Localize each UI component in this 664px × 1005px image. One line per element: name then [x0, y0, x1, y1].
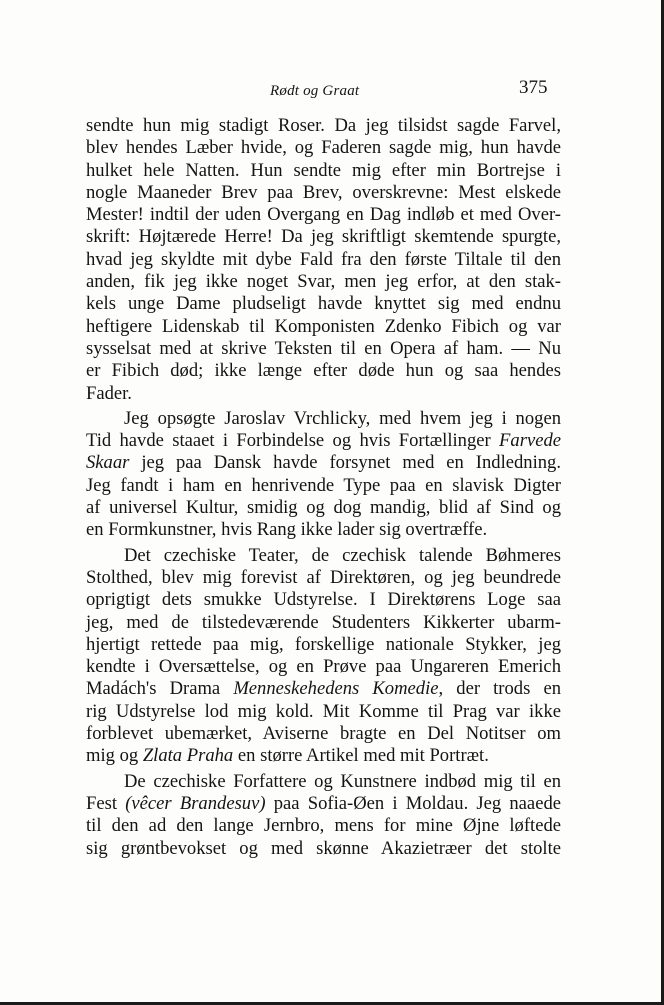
text-line: rig Udstyrelse lod mig kold. Mit Komme til Prag var ikke: [86, 700, 561, 722]
text-line: jeg, med de tilstedeværende Studenters Kikkerter ubarm-: [86, 611, 561, 633]
text-line: mig og Zlata Praha en større Artikel med mit Portræt.: [86, 745, 489, 767]
text-line: Jeg opsøgte Jaroslav Vrchlicky, med hvem jeg i nogen: [124, 407, 561, 429]
italic-title: (vêcer Brandesuv): [125, 792, 266, 814]
paragraph: [86, 115, 561, 405]
text-line: kendte i Oversættelse, og en Prøve paa Ungareren Emerich: [86, 656, 561, 678]
text-line: Skaar jeg paa Dansk havde forsynet med en Indledning.: [86, 452, 561, 474]
text-line: Madách's Drama Menneskehedens Komedie, der trods en: [86, 678, 561, 700]
text-line: nogle Maaneder Brev paa Brev, overskrevne: Mest elskede: [86, 181, 561, 203]
text-line: heftigere Lidenskab til Komponisten Zdenko Fibich og var: [86, 315, 561, 337]
paragraph: [86, 545, 561, 768]
text-line: Det czechiske Teater, de czechisk talende Bøhmeres: [124, 544, 561, 566]
text-line: Jeg fandt i ham en henrivende Type paa en slavisk Digter: [86, 474, 561, 496]
text-line: Fader.: [86, 382, 132, 404]
italic-title: Farvede: [499, 430, 561, 452]
italic-title: Menneskehedens Komedie: [233, 678, 439, 700]
paragraph: [86, 408, 561, 542]
text-line: en Formkunstner, hvis Rang ikke lader sig overtræffe.: [86, 519, 488, 541]
text-line: hulket hele Natten. Hun sendte mig efter min Bortrejse i: [86, 159, 561, 181]
text-line: sendte hun mig stadigt Roser. Da jeg tilsidst sagde Farvel,: [86, 115, 561, 136]
text-line: forblevet ubemærket, Aviserne bragte en Del Notitser om: [86, 723, 561, 745]
text-line: hjertigt rettede paa mig, forskellige nationale Stykker, jeg: [86, 633, 561, 655]
body-text: [86, 115, 561, 860]
text-line: Fest (vêcer Brandesuv) paa Sofia-Øen i Moldau. Jeg naaede: [86, 792, 561, 814]
text-line: hvad jeg skyldte mit dybe Fald fra den første Tiltale til den: [86, 248, 561, 270]
text-line: af universel Kultur, smidig og dog mandig, blid af Sind og: [86, 497, 561, 519]
text-line: til den ad den lange Jernbro, mens for mine Øjne løftede: [86, 815, 561, 837]
text-line: Mester! indtil der uden Overgang en Dag indløb et med Over-: [86, 204, 561, 226]
text-line: oprigtigt dets smukke Udstyrelse. I Direktørens Loge saa: [86, 589, 561, 611]
text-line: De czechiske Forfattere og Kunstnere indbød mig til en: [124, 770, 561, 792]
text-line: sig grøntbevokset og med skønne Akazietræer det stolte: [86, 837, 561, 859]
text-line: Tid havde staaet i Forbindelse og hvis Fortællinger Farvede: [86, 430, 561, 452]
italic-title: Skaar: [86, 452, 130, 474]
page-number: 375: [519, 77, 548, 98]
text-line: er Fibich død; ikke længe efter døde hun og saa hendes: [86, 360, 561, 382]
italic-title: Zlata Praha: [142, 745, 234, 767]
text-line: kels unge Dame pludseligt havde knyttet sig med endnu: [86, 293, 561, 315]
paragraph: [86, 771, 561, 860]
text-line: skrift: Højtærede Herre! Da jeg skriftligt skemtende spurgte,: [86, 226, 561, 248]
text-line: Stolthed, blev mig forevist af Direktøren, og jeg beundrede: [86, 566, 561, 588]
running-title: Rødt og Graat: [270, 83, 360, 99]
text-line: sysselsat med at skrive Teksten til en Opera af ham. — Nu: [86, 337, 561, 359]
text-line: anden, fik jeg ikke noget Svar, men jeg erfor, at den stak-: [86, 271, 561, 293]
text-line: blev hendes Læber hvide, og Faderen sagde mig, hun havde: [86, 137, 561, 159]
